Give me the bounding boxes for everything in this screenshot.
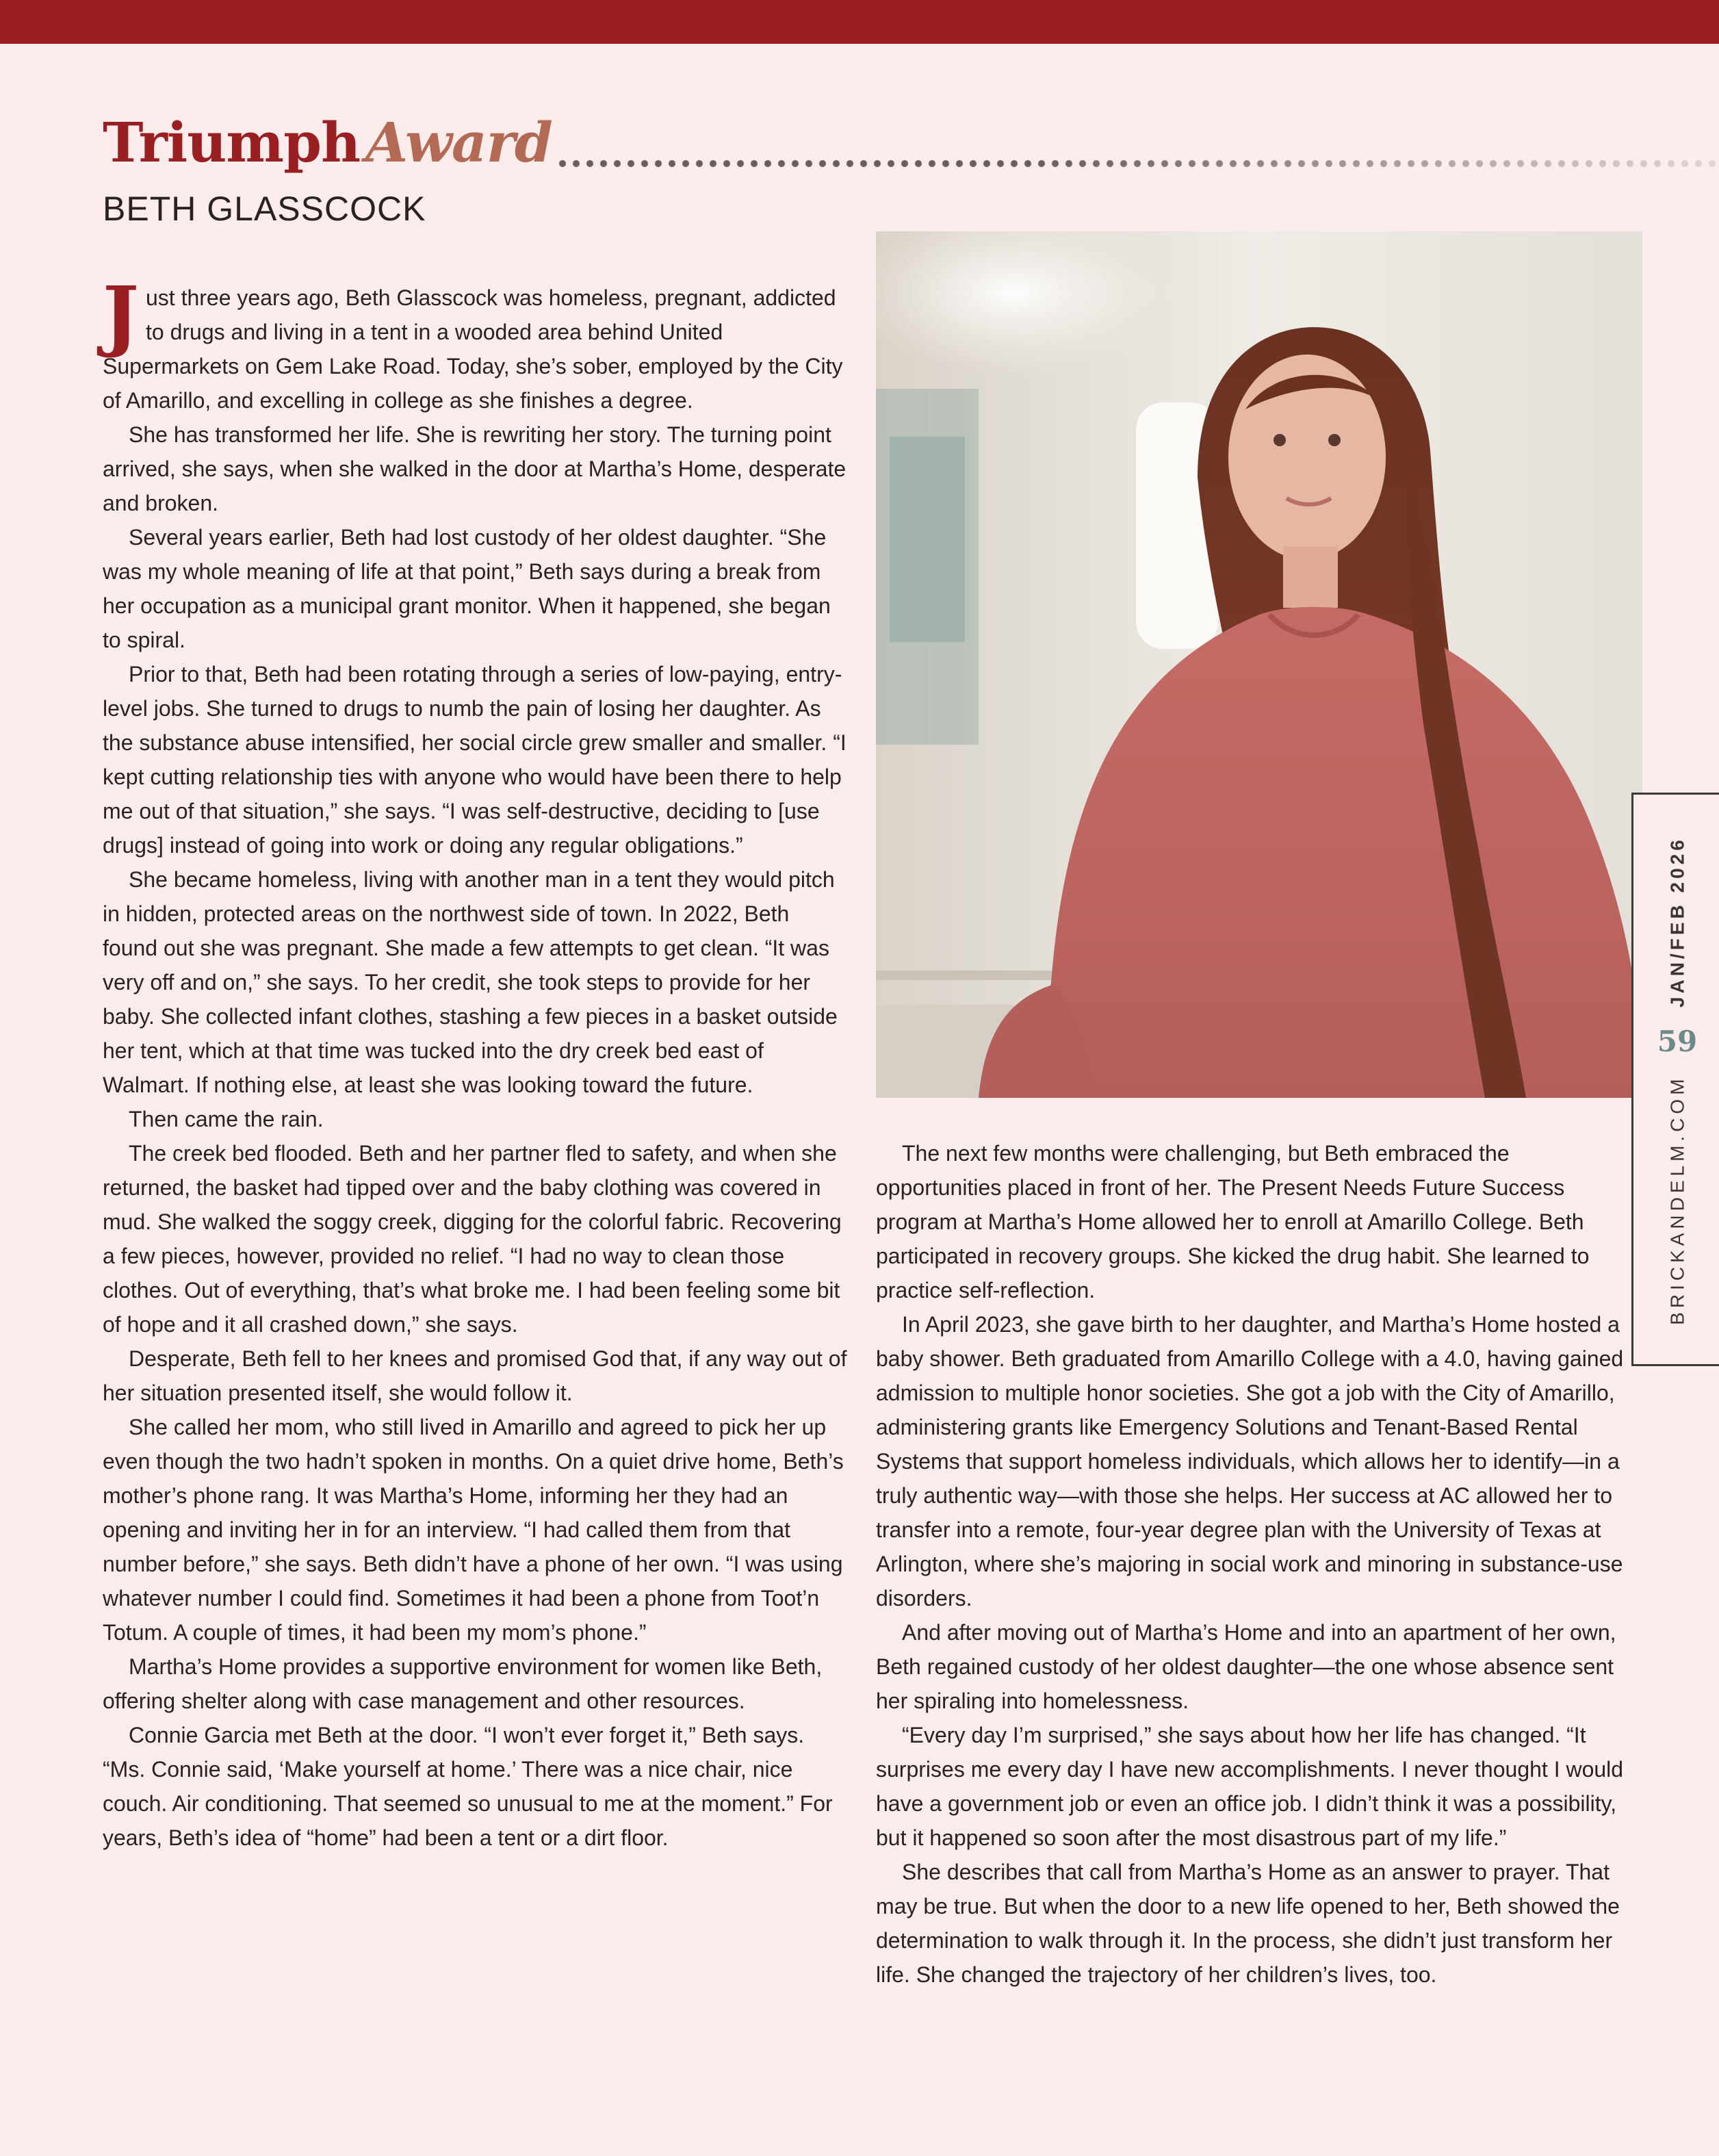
lead-paragraph-text: ust three years ago, Beth Glasscock was homeless, pregnant, addicted to drugs and living in a tent in a wooded area behind United Supermarkets on Gem Lake Road. Today, she’s sober, employed by the City of Amarillo, and excelling in college as she finishes a degree.	[103, 285, 843, 413]
paragraph: In April 2023, she gave birth to her daughter, and Martha’s Home hosted a baby shower. Beth graduated from Amarillo College with a 4.0, having gained admission to multiple honor societies. She got a job with the City of Amarillo, administering grants like Emergency Solutions and Tenant-Based Rental Systems that support homeless individuals, which allows her to identify—in a truly authentic way—with those she helps. Her success at AC allowed her to transfer into a remote, four-year degree plan with the University of Texas at Arlington, where she’s majoring in social work and minoring in substance-use disorders.	[876, 1312, 1624, 1610]
paragraph: She became homeless, living with another man in a tent they would pitch in hidden, protected areas on the northwest side of town. In 2022, Beth found out she was pregnant. She made a few attempts to get clean. “It was very off and on,” she says. To her credit, she took steps to provide for her baby. She collected infant clothes, stashing a few pieces in a basket outside her tent, which at that time was tucked into the dry creek bed east of Walmart. If nothing else, at least she was looking toward the future.	[103, 867, 838, 1097]
paragraph: Desperate, Beth fell to her knees and promised God that, if any way out of her situation presented itself, she would follow it.	[103, 1346, 847, 1405]
dotted-rule	[556, 159, 1719, 168]
paragraph: Connie Garcia met Beth at the door. “I won’t ever forget it,” Beth says. “Ms. Connie said, ‘Make yourself at home.’ There was a nice chair, nice couch. Air conditioning. That seemed so unusual to me at the moment.” For years, Beth’s idea of “home” had been a tent or a dirt floor.	[103, 1723, 833, 1850]
portrait-photo-icon	[876, 231, 1642, 1098]
page-title	[103, 110, 552, 175]
honoree-name: BETH GLASSCOCK	[103, 190, 426, 228]
title-award: Award	[365, 110, 552, 175]
paragraph: Martha’s Home provides a supportive environment for women like Beth, offering shelter along with case management and other resources.	[103, 1654, 823, 1713]
article-column-left	[103, 270, 849, 1855]
paragraph: She describes that call from Martha’s Home as an answer to prayer. That may be true. But when the door to a new life opened to her, Beth showed the determination to walk through it. In the process, she didn’t just transform her life. She changed the trajectory of her children’s lives, too.	[876, 1860, 1620, 1987]
page-number: 59	[1657, 1024, 1698, 1058]
paragraph: “Every day I’m surprised,” she says about how her life has changed. “It surprises me every day I have new accomplishments. I never thought I would have a government job or even an office job. I didn’t think it was a possibility, but it happened so soon after the most disastrous part of my life.”	[876, 1723, 1624, 1850]
article-column-right	[876, 1136, 1629, 1992]
lead-paragraph	[103, 270, 849, 418]
paragraph: The next few months were challenging, but Beth embraced the opportunities placed in front of her. The Present Needs Future Success program at Martha’s Home allowed her to enroll at Amarillo College. Beth participated in recovery groups. She kicked the drug habit. She learned to practice self-reflection.	[876, 1141, 1590, 1302]
title-triumph: Triumph	[103, 110, 361, 175]
article-header	[103, 110, 1636, 197]
paragraph: Several years earlier, Beth had lost custody of her oldest daughter. “She was my whole meaning of life at that point,” Beth says during a break from her occupation as a municipal grant monitor. When it happened, she began to spiral.	[103, 525, 831, 652]
portrait-photo	[876, 231, 1642, 1098]
paragraph: She called her mom, who still lived in Amarillo and agreed to pick her up even though the two hadn’t spoken in months. On a quiet drive home, Beth’s mother’s phone rang. It was Martha’s Home, informing her they had an opening and inviting her in for an interview. “I had called them from that number before,” she says. Beth didn’t have a phone of her own. “I was using whatever number I could find. Sometimes it had been a phone from Toot’n Totum. A couple of times, it had been my mom’s phone.”	[103, 1415, 844, 1645]
paragraph: She has transformed her life. She is rewriting her story. The turning point arrived, she says, when she walked in the door at Martha’s Home, desperate and broken.	[103, 422, 846, 515]
paragraph: Prior to that, Beth had been rotating through a series of low-paying, entry-level jobs. She turned to drugs to numb the pain of losing her daughter. As the substance abuse intensified, her social circle grew smaller and smaller. “I kept cutting relationship ties with anyone who would have been there to help me out of that situation,” she says. “I was self-destructive, deciding to [use drugs] instead of going into work or doing any regular obligations.”	[103, 662, 846, 858]
top-color-bar	[0, 0, 1719, 44]
paragraph: And after moving out of Martha’s Home and into an apartment of her own, Beth regained custody of her oldest daughter—the one whose absence sent her spiraling into homelessness.	[876, 1620, 1616, 1713]
paragraph: Then came the rain.	[129, 1107, 324, 1131]
website-url: BRICKANDELM.COM	[1666, 1075, 1688, 1325]
sidebar-text	[1657, 836, 1698, 1325]
drop-cap: J	[103, 270, 139, 360]
issue-date: JAN/FEB 2026	[1666, 836, 1688, 1008]
page-sidebar-tab	[1631, 793, 1719, 1366]
paragraph: The creek bed flooded. Beth and her partner fled to safety, and when she returned, the basket had tipped over and the baby clothing was covered in mud. She walked the soggy creek, digging for the colorful fabric. Recovering a few pieces, however, provided no relief. “I had no way to clean those clothes. Out of everything, that’s what broke me. I had been feeling some bit of hope and it all crashed down,” she says.	[103, 1141, 842, 1337]
